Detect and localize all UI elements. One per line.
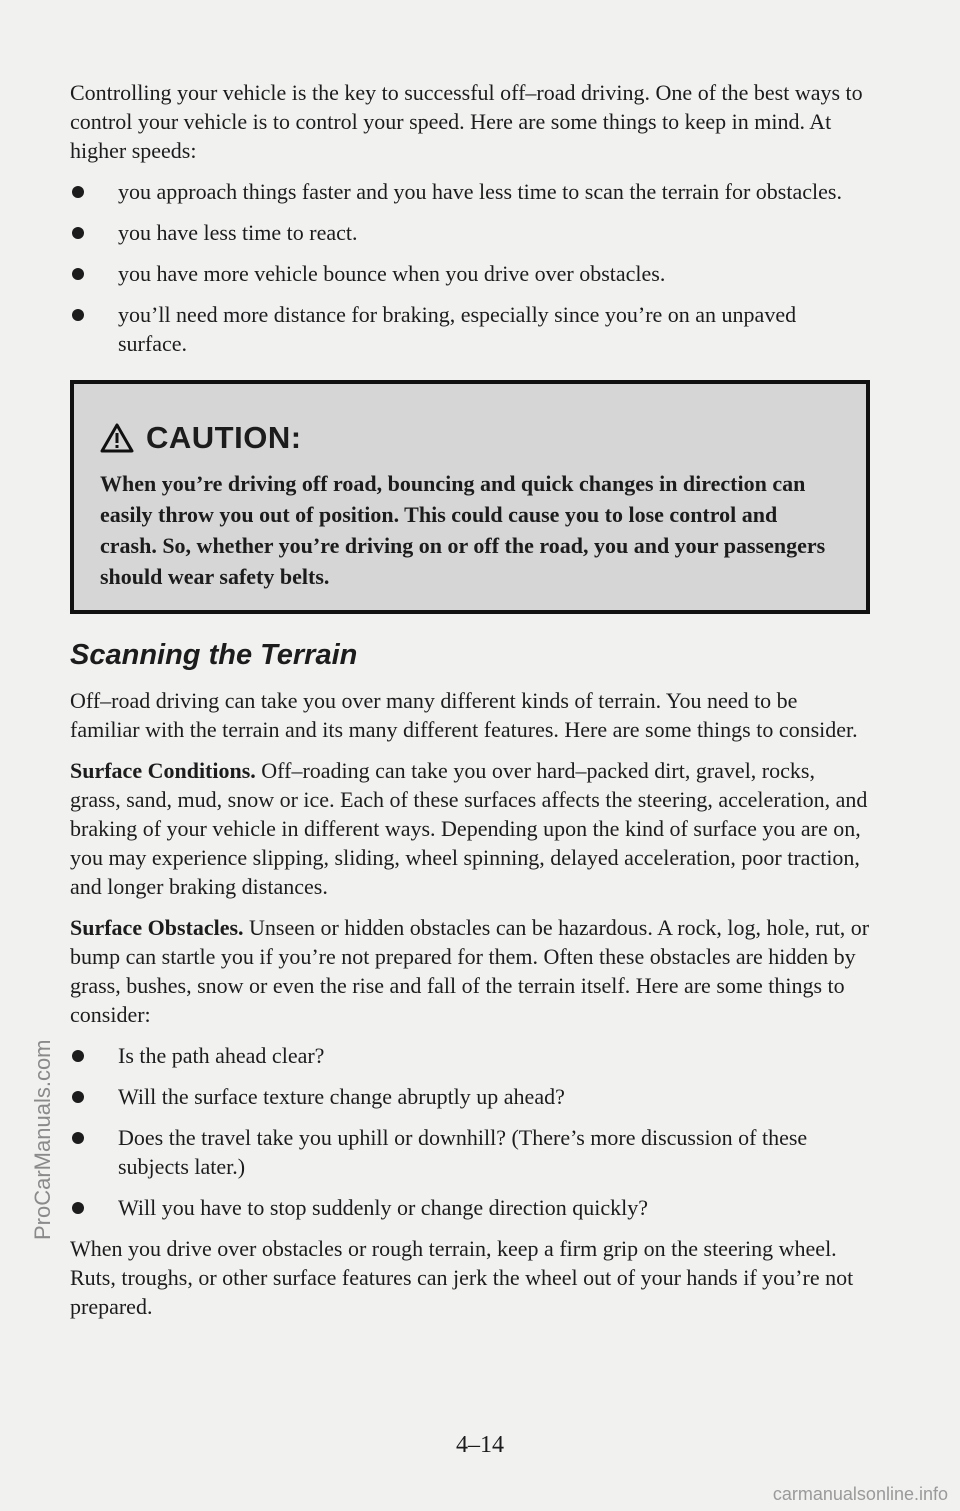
bullet-icon — [72, 1132, 84, 1144]
caution-title: CAUTION: — [146, 420, 302, 455]
surface-obstacles-paragraph: Surface Obstacles. Unseen or hidden obstacles can be hazardous. A rock, log, hole, rut, or bump can startle you if you’re not prepared for them. Often these obstacles are hidden by grass, bushes, snow or even the rise and fall of the terrain itself. Here are some things to consider: — [70, 915, 870, 1027]
closing-paragraph: When you drive over obstacles or rough terrain, keep a firm grip on the steering wheel. Ruts, troughs, or other surface features can jerk the wheel out of your hands if you’re not prepared. — [70, 1236, 854, 1319]
bullet-icon — [72, 186, 84, 198]
bullet-icon — [72, 1050, 84, 1062]
warning-triangle-icon — [100, 423, 134, 453]
section-intro-paragraph: Off–road driving can take you over many different kinds of terrain. You need to be familiar with the terrain and its many different features. Here are some things to consider. — [70, 688, 858, 742]
intro-paragraph: Controlling your vehicle is the key to successful off–road driving. One of the best ways to control your vehicle is to control your speed. Here are some things to keep in mind. At higher speeds: — [70, 80, 863, 163]
caution-text: When you’re driving off road, bouncing and quick changes in direction can easily throw you out of position. This could cause you to lose control and crash. So, whether you’re driving on or off the road, you and your passengers should wear safety belts. — [100, 471, 826, 589]
caution-box — [70, 380, 870, 614]
bullet-icon — [72, 227, 84, 239]
bullet-icon — [72, 268, 84, 280]
list-item: you have more vehicle bounce when you drive over obstacles. — [70, 259, 870, 288]
list-item: Will the surface texture change abruptly up ahead? — [70, 1082, 870, 1111]
surface-conditions-label: Surface Conditions. — [70, 758, 256, 783]
bottom-watermark: carmanualsonline.info — [772, 1484, 948, 1504]
speed-bullet-list — [70, 177, 870, 358]
page-number: 4–14 — [456, 1432, 504, 1458]
bullet-icon — [72, 1202, 84, 1214]
list-item: Does the travel take you uphill or downhill? (There’s more discussion of these subjects later.) — [70, 1123, 870, 1181]
page-content — [70, 78, 870, 1333]
bullet-icon — [72, 1091, 84, 1103]
bullet-icon — [72, 309, 84, 321]
list-item: Is the path ahead clear? — [70, 1041, 870, 1070]
list-item: Will you have to stop suddenly or change direction quickly? — [70, 1193, 870, 1222]
list-item: you’ll need more distance for braking, especially since you’re on an unpaved surface. — [70, 300, 870, 358]
list-item: you approach things faster and you have less time to scan the terrain for obstacles. — [70, 177, 870, 206]
surface-conditions-paragraph: Surface Conditions. Off–roading can take you over hard–packed dirt, gravel, rocks, grass, sand, mud, snow or ice. Each of these surfaces affects the steering, acceleration, and braking of your vehicle in different ways. Depending upon the kind of surface you are on, you may experience slipping, sliding, wheel spinning, delayed acceleration, poor traction, and longer braking distances. — [70, 758, 868, 899]
obstacle-bullet-list — [70, 1041, 870, 1222]
list-item: you have less time to react. — [70, 218, 870, 247]
caution-header — [100, 420, 846, 456]
surface-obstacles-label: Surface Obstacles. — [70, 915, 244, 940]
section-heading: Scanning the Terrain — [70, 639, 358, 671]
side-watermark: ProCarManuals.com — [30, 1039, 55, 1240]
